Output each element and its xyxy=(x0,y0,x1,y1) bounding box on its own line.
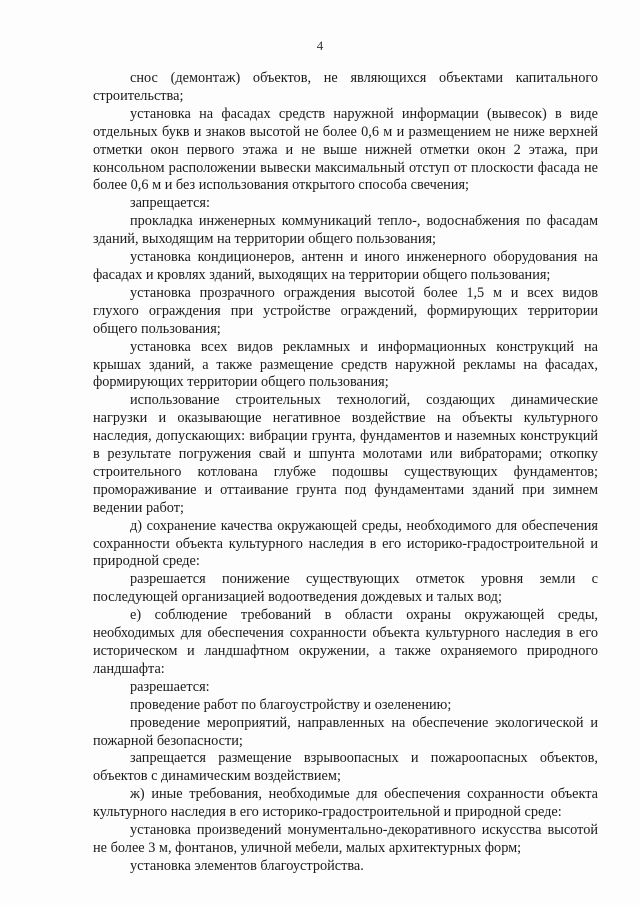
paragraph: снос (демонтаж) объектов, не являющихся объектами капитального строительства; xyxy=(93,70,598,104)
page-number: 4 xyxy=(316,38,324,53)
paragraph: ж) иные требования, необходимые для обеспечения сохранности объекта культурного наследия в его историко-градостроительной и природной среде: xyxy=(93,786,598,821)
paragraph: разрешается понижение существующих отметок уровня земли с последующей организацией водоотведения дождевых и талых вод; xyxy=(93,571,598,606)
document-body xyxy=(93,70,598,876)
paragraph: установка произведений монументально-декоративного искусства высотой не более 3 м, фонтанов, уличной мебели, малых архитектурных форм; xyxy=(93,822,598,856)
paragraph: е) соблюдение требований в области охраны окружающей среды, необходимых для обеспечения сохранности объекта культурного наследия в его историческом и ландшафтном окружении, а также охраняемого природного ландшафта: xyxy=(93,607,598,677)
paragraph: установка на фасадах средств наружной информации (вывесок) в виде отдельных букв и знаков высотой не более 0,6 м и размещением не ниже верхней отметки окон первого этажа и не выше нижней отметки окон 2 этажа, при консольном расположении вывески максимальный отступ от плоскости фасада не более 0,6 м и без использования открытого способа свечения; xyxy=(93,105,598,194)
paragraph: разрешается: xyxy=(130,678,210,695)
paragraph: проведение мероприятий, направленных на обеспечение экологической и пожарной безопасности; xyxy=(93,714,598,749)
paragraph: проведение работ по благоустройству и озеленению; xyxy=(130,696,452,713)
paragraph: установка кондиционеров, антенн и иного инженерного оборудования на фасадах и кровлях зданий, выходящих на территории общего пользования; xyxy=(93,249,598,283)
paragraph: запрещается размещение взрывоопасных и пожароопасных объектов, объектов с динамическим воздействием; xyxy=(93,750,598,785)
paragraph: д) сохранение качества окружающей среды, необходимого для обеспечения сохранности объекта культурного наследия в его историко-градостроительной и природной среде: xyxy=(93,517,598,570)
paragraph: использование строительных технологий, создающих динамические нагрузки и оказывающие негативное воздействие на объекты культурного наследия, допускающих: вибрации грунта, фундаментов и наземных конструкций в результате погружения свай и шпунта молотами или вибраторами; откопку строительного котлована глубже подошвы существующих фундаментов; промораживание и оттаивание грунта под фундаментами зданий при зимнем ведении работ; xyxy=(93,392,598,516)
paragraph: установка элементов благоустройства. xyxy=(130,857,364,874)
paragraph: запрещается: xyxy=(130,195,210,212)
paragraph: прокладка инженерных коммуникаций тепло-, водоснабжения по фасадам зданий, выходящим на территории общего пользования; xyxy=(93,213,598,248)
paragraph: установка прозрачного ограждения высотой более 1,5 м и всех видов глухого ограждения при устройстве ограждений, формирующих территории общего пользования; xyxy=(93,284,598,337)
paragraph: установка всех видов рекламных и информационных конструкций на крышах зданий, а также размещение средств наружной рекламы на фасадах, формирующих территории общего пользования; xyxy=(93,338,598,391)
